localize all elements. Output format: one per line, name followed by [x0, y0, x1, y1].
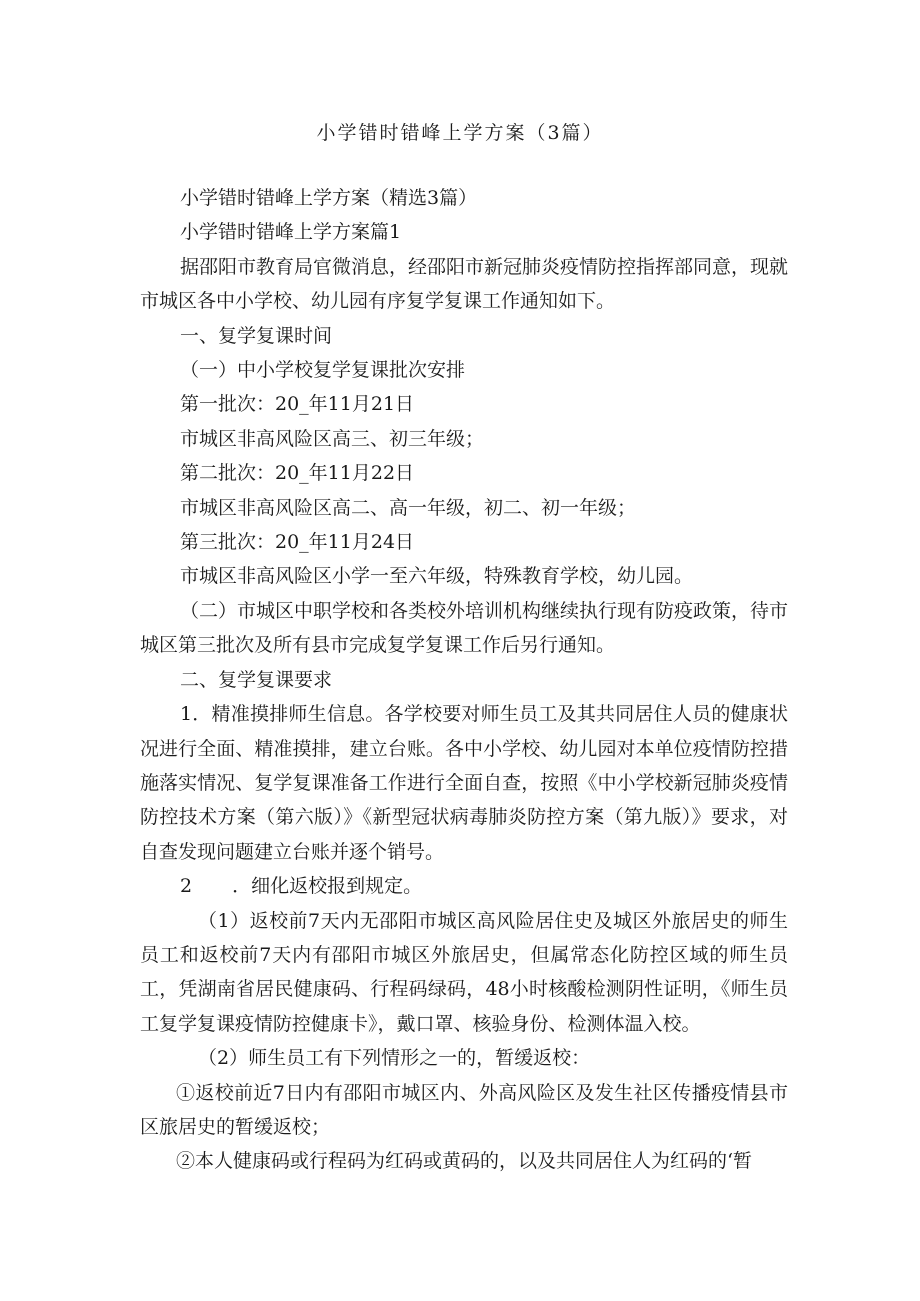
paragraph-batch-2: 第二批次：20_年11月22日 [180, 462, 415, 485]
paragraph-batch-2-detail: 市城区非高风险区高二、高一年级，初二、初一年级； [180, 496, 637, 519]
paragraph-requirement-1: 1．精准摸排师生信息。各学校要对师生员工及其共同居住人员的健康状况进行全面、精准摸排，建立台账。各中小学校、幼儿园对本单位疫情防控措施落实情况、复学复课准备工作进行全面自查，按照《中小学校新冠肺炎疫情防控技术方案（第六版）》《新型冠状病毒肺炎防控方案（第九版）》要求，对自查发现问题建立台账并逐个销号。 [140, 703, 788, 863]
paragraph-requirement-2 [140, 869, 788, 903]
paragraph-rule-2: （2）师生员工有下列情形之一的，暂缓返校： [198, 1047, 591, 1070]
paragraph-case-2: ②本人健康码或行程码为红码或黄码的，以及共同居住人为红码的‘暂 [176, 1150, 753, 1173]
paragraph-intro: 据邵阳市教育局官微消息，经邵阳市新冠肺炎疫情防控指挥部同意，现就市城区各中小学校、幼儿园有序复学复课工作通知如下。 [140, 255, 789, 313]
requirement-2-number: 2 [180, 875, 193, 898]
paragraph-rule-1: （1）返校前7天内无邵阳市城区高风险居住史及城区外旅居史的师生员工和返校前7天内有邵阳市城区外旅居史，但属常态化防控区域的师生员工，凭湖南省居民健康码、行程码绿码，48小时核酸检测阴性证明，《师生员工复学复课疫情防控健康卡》，戴口罩、核验身份、检测体温入校。 [140, 909, 788, 1035]
paragraph-subtitle: 小学错时错峰上学方案（精选3篇） [180, 187, 478, 209]
document-body [140, 181, 788, 1179]
paragraph-batch-1: 第一批次：20_年11月21日 [180, 393, 415, 416]
paragraph-heading-2: 二、复学复课要求 [180, 668, 333, 691]
paragraph-case-1: ①返校前近7日内有邵阳市城区内、外高风险区及发生社区传播疫情县市区旅居史的暂缓返校； [140, 1081, 788, 1138]
paragraph-subheading-2: （二）市城区中职学校和各类校外培训机构继续执行现有防疫政策，待市城区第三批次及所有县市完成复学复课工作后另行通知。 [140, 599, 789, 657]
document-title: 小学错时错峰上学方案（3篇） [316, 122, 604, 144]
paragraph-batch-3-detail: 市城区非高风险区小学一至六年级，特殊教育学校，幼儿园。 [180, 565, 694, 588]
paragraph-subheading-1: （一）中小学校复学复课批次安排 [180, 359, 466, 382]
requirement-2-text: ．细化返校报到规定。 [232, 875, 423, 898]
paragraph-heading-1: 一、复学复课时间 [180, 324, 333, 347]
paragraph-batch-3: 第三批次：20_年11月24日 [180, 531, 415, 554]
paragraph-batch-1-detail: 市城区非高风险区高三、初三年级； [180, 427, 485, 450]
paragraph-section-heading: 小学错时错峰上学方案篇1 [180, 221, 402, 244]
